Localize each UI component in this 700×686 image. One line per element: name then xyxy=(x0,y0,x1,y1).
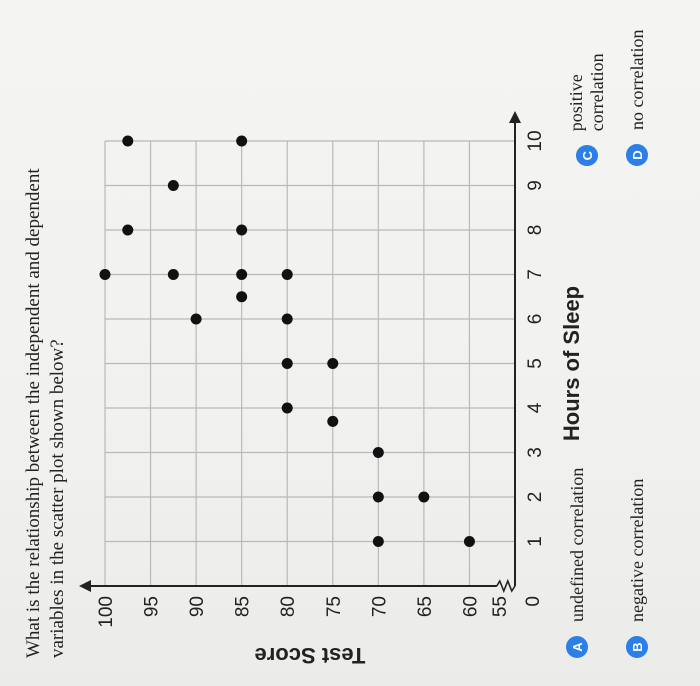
option-a-badge: A xyxy=(566,636,588,658)
option-b[interactable] xyxy=(626,479,648,658)
data-point xyxy=(236,291,247,302)
y-tick-label: 80 xyxy=(278,596,300,618)
data-point xyxy=(373,447,384,458)
option-d-label: no correlation xyxy=(626,29,647,130)
y-tick-label: 60 xyxy=(460,596,482,618)
data-point xyxy=(168,180,179,191)
x-tick-label: 7 xyxy=(525,269,546,280)
option-c[interactable] xyxy=(566,0,608,166)
x-tick-label: 4 xyxy=(525,402,546,414)
question-line-2: variables in the scatter plot shown below? xyxy=(47,339,68,658)
x-tick-label: 6 xyxy=(525,313,546,325)
data-point xyxy=(282,358,293,369)
data-point xyxy=(282,269,293,280)
x-tick-label: 10 xyxy=(525,130,546,152)
data-point xyxy=(191,314,202,325)
option-c-label: positive correlation xyxy=(566,53,607,132)
x-tick-label: 9 xyxy=(525,180,546,191)
option-d[interactable] xyxy=(626,30,648,166)
data-point xyxy=(282,403,293,414)
data-point xyxy=(122,225,133,236)
data-point xyxy=(282,314,293,325)
x-tick-label: 3 xyxy=(525,447,546,458)
data-point xyxy=(373,492,384,503)
y-axis-break-zigzag xyxy=(497,581,515,591)
y-tick-label: 55 xyxy=(490,596,511,618)
y-axis-arrow xyxy=(79,580,91,592)
y-tick-label: 70 xyxy=(369,596,391,618)
x-tick-label: 1 xyxy=(525,536,546,547)
y-tick-label: 75 xyxy=(323,596,345,618)
option-a[interactable] xyxy=(566,468,588,658)
option-a-label: undefined correlation xyxy=(566,467,587,622)
origin-label: 0 xyxy=(523,596,544,607)
data-point xyxy=(373,536,384,547)
x-tick-label: 5 xyxy=(525,358,546,369)
y-tick-label: 95 xyxy=(141,596,163,618)
option-b-badge: B xyxy=(626,636,648,658)
x-tick-label: 2 xyxy=(525,491,546,503)
y-tick-label: 65 xyxy=(414,596,436,618)
data-point xyxy=(418,492,429,503)
option-c-badge: C xyxy=(576,145,598,166)
data-point xyxy=(236,136,247,147)
data-point xyxy=(327,358,338,369)
data-point xyxy=(464,536,475,547)
y-axis-title: Test Score xyxy=(254,643,366,668)
y-tick-label: 85 xyxy=(232,596,254,618)
x-tick-label: 8 xyxy=(525,224,546,236)
data-point xyxy=(327,416,338,427)
y-tick-label: 100 xyxy=(96,596,117,628)
data-point xyxy=(236,225,247,236)
option-d-badge: D xyxy=(626,144,648,166)
option-b-label: negative correlation xyxy=(626,478,647,622)
data-point xyxy=(100,269,111,280)
question-line-1: What is the relationship between the independent and dependent xyxy=(23,168,44,658)
data-point xyxy=(236,269,247,280)
data-point xyxy=(122,136,133,147)
data-point xyxy=(168,269,179,280)
x-axis-arrow xyxy=(509,111,521,123)
y-tick-label: 90 xyxy=(187,596,209,618)
x-axis-title: Hours of Sleep xyxy=(559,285,584,442)
